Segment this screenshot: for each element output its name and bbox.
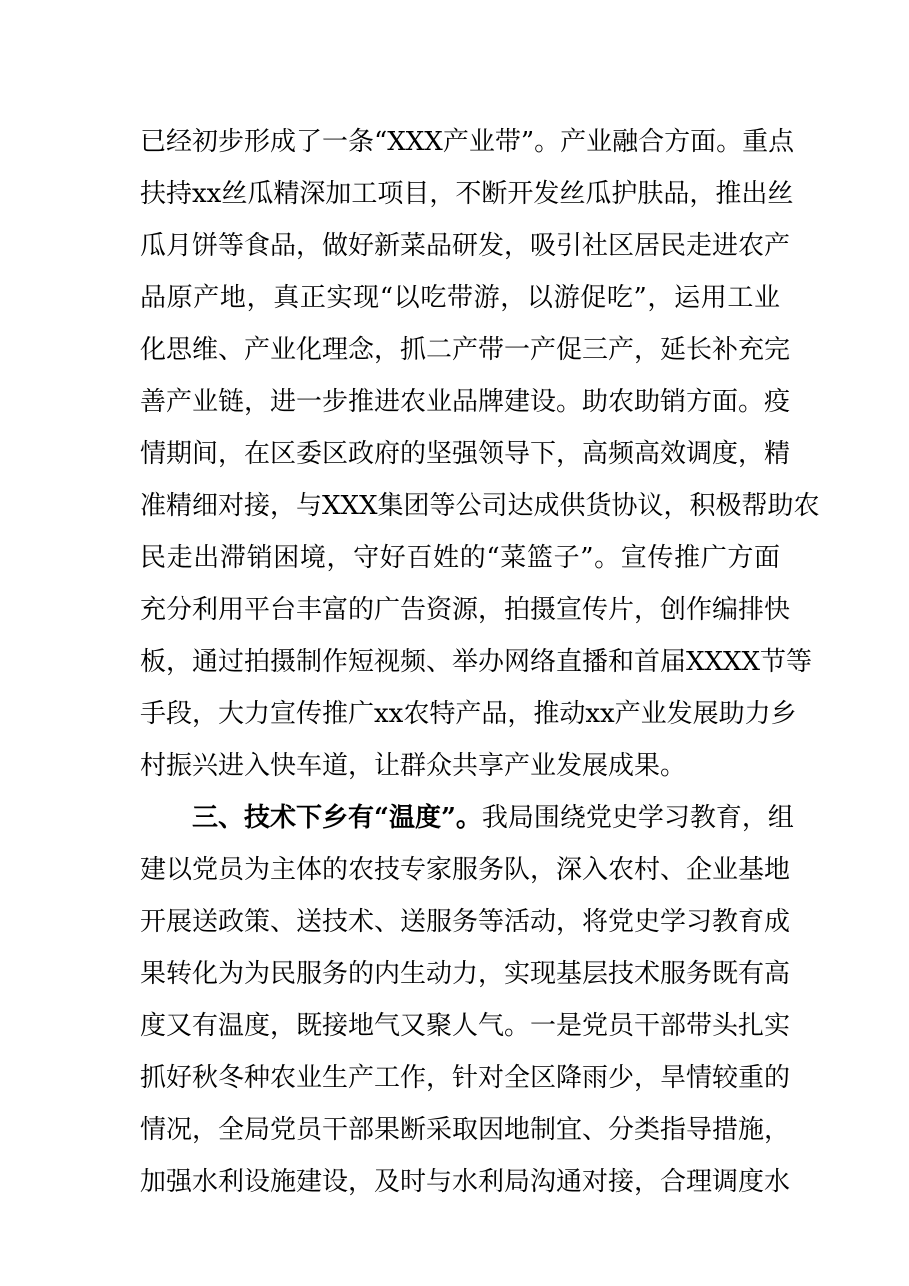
paragraph-line: 化思维、产业化理念，抓二产带一产促三产，延长补充完: [140, 335, 791, 365]
paragraph-line: 情况，全局党员干部果断采取因地制宜、分类指导措施，: [140, 1115, 791, 1145]
paragraph-line: 已经初步形成了一条“XXX产业带”。产业融合方面。重点: [140, 127, 795, 157]
paragraph-line: 板，通过拍摄制作短视频、举办网络直播和首届XXXX节等: [140, 647, 813, 677]
paragraph-line: 品原产地，真正实现“以吃带游，以游促吃”，运用工业: [140, 283, 780, 313]
section-heading: 三、技术下乡有“温度”。: [192, 803, 482, 833]
paragraph-line: 手段，大力宣传推广xx农特产品，推动xx产业发展助力乡: [140, 699, 797, 729]
paragraph-line: 村振兴进入快车道，让群众共享产业发展成果。: [140, 751, 687, 781]
section-heading-line: [192, 798, 794, 838]
paragraph-line: 瓜月饼等食品，做好新菜品研发，吸引社区居民走进农产: [140, 231, 791, 261]
paragraph-line: 开展送政策、送技术、送服务等活动，将党史学习教育成: [140, 907, 791, 937]
heading-line-text: 我局围绕党史学习教育，组: [481, 803, 794, 833]
paragraph-line: 加强水利设施建设，及时与水利局沟通对接，合理调度水: [140, 1167, 791, 1197]
paragraph-line: 充分利用平台丰富的广告资源，拍摄宣传片，创作编排快: [140, 595, 791, 625]
paragraph-line: 度又有温度，既接地气又聚人气。一是党员干部带头扎实: [140, 1011, 791, 1041]
paragraph-line: 善产业链，进一步推进农业品牌建设。助农助销方面。疫: [140, 387, 791, 417]
paragraph-line: 果转化为为民服务的内生动力，实现基层技术服务既有高: [140, 959, 791, 989]
paragraph-line: 准精细对接，与XXX集团等公司达成供货协议，积极帮助农: [140, 491, 820, 521]
paragraph-line: 情期间，在区委区政府的坚强领导下，高频高效调度，精: [140, 439, 791, 469]
paragraph-line: 抓好秋冬种农业生产工作，针对全区降雨少，旱情较重的: [140, 1063, 791, 1093]
paragraph-line: 扶持xx丝瓜精深加工项目，不断开发丝瓜护肤品，推出丝: [140, 179, 794, 209]
paragraph-line: 建以党员为主体的农技专家服务队，深入农村、企业基地: [140, 855, 791, 885]
paragraph-line: 民走出滞销困境，守好百姓的“菜篮子”。宣传推广方面: [140, 543, 780, 573]
